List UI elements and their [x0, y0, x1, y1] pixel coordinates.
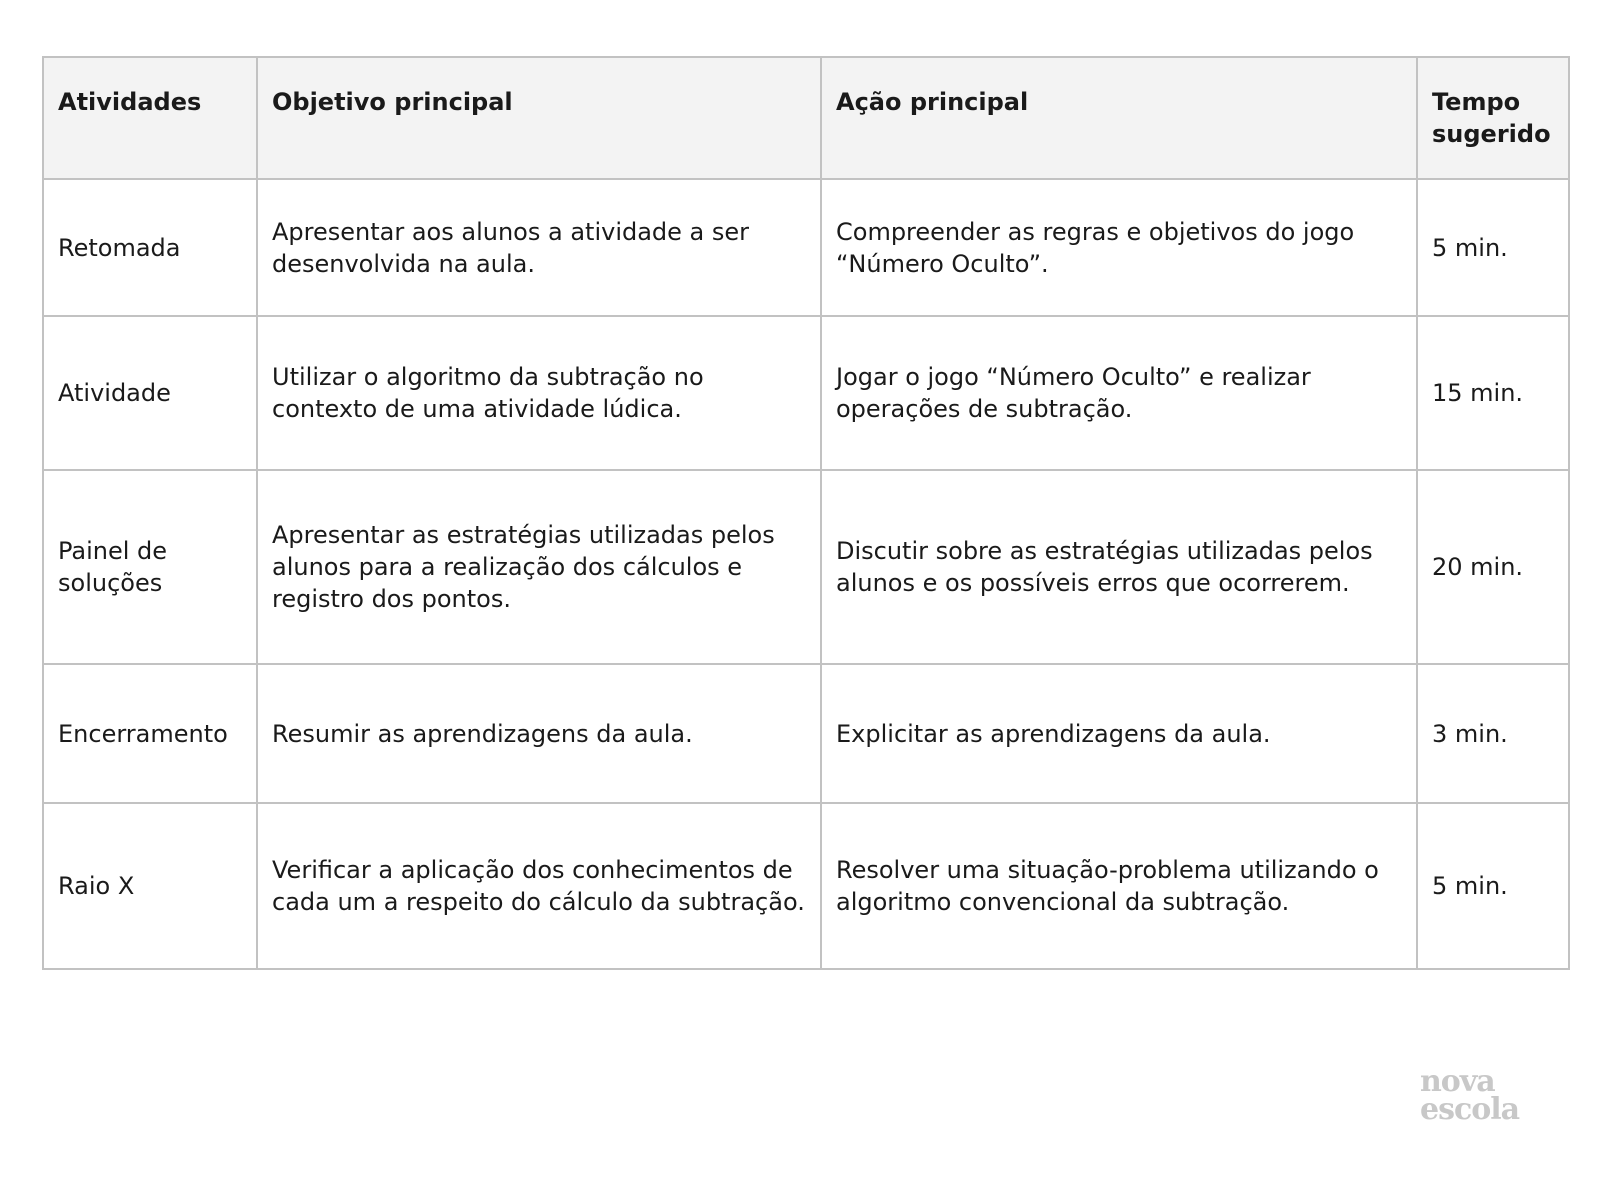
nova-escola-logo: [1420, 1064, 1560, 1127]
lesson-plan-table: [42, 56, 1570, 970]
table-header-row: [43, 57, 1569, 179]
cell-acao: Resolver uma situação-problema utilizando o algoritmo convencional da subtração.: [821, 803, 1417, 969]
cell-acao: Compreender as regras e objetivos do jogo “Número Oculto”.: [821, 179, 1417, 316]
lesson-plan-table-container: [42, 56, 1568, 970]
cell-acao: Jogar o jogo “Número Oculto” e realizar operações de subtração.: [821, 316, 1417, 470]
logo-line-nova: nova: [1420, 1064, 1495, 1099]
header-objetivo-principal: Objetivo principal: [257, 57, 821, 179]
logo-line-escola: escola: [1420, 1092, 1520, 1127]
cell-objetivo: Resumir as aprendizagens da aula.: [257, 664, 821, 803]
cell-atividade: Encerramento: [43, 664, 257, 803]
table-row: [43, 179, 1569, 316]
cell-atividade: Atividade: [43, 316, 257, 470]
cell-acao: Discutir sobre as estratégias utilizadas pelos alunos e os possíveis erros que ocorrerem.: [821, 470, 1417, 664]
cell-objetivo: Apresentar as estratégias utilizadas pelos alunos para a realização dos cálculos e registro dos pontos.: [257, 470, 821, 664]
cell-objetivo: Verificar a aplicação dos conhecimentos de cada um a respeito do cálculo da subtração.: [257, 803, 821, 969]
cell-tempo: 15 min.: [1417, 316, 1569, 470]
header-acao-principal: Ação principal: [821, 57, 1417, 179]
cell-tempo: 5 min.: [1417, 803, 1569, 969]
cell-tempo: 3 min.: [1417, 664, 1569, 803]
cell-objetivo: Utilizar o algoritmo da subtração no contexto de uma atividade lúdica.: [257, 316, 821, 470]
cell-atividade: Painel de soluções: [43, 470, 257, 664]
header-tempo-sugerido: Tempo sugerido: [1417, 57, 1569, 179]
cell-atividade: Retomada: [43, 179, 257, 316]
cell-atividade: Raio X: [43, 803, 257, 969]
table-row: [43, 803, 1569, 969]
table-row: [43, 664, 1569, 803]
cell-tempo: 20 min.: [1417, 470, 1569, 664]
header-atividades: Atividades: [43, 57, 257, 179]
cell-acao: Explicitar as aprendizagens da aula.: [821, 664, 1417, 803]
cell-objetivo: Apresentar aos alunos a atividade a ser desenvolvida na aula.: [257, 179, 821, 316]
table-row: [43, 470, 1569, 664]
cell-tempo: 5 min.: [1417, 179, 1569, 316]
table-row: [43, 316, 1569, 470]
